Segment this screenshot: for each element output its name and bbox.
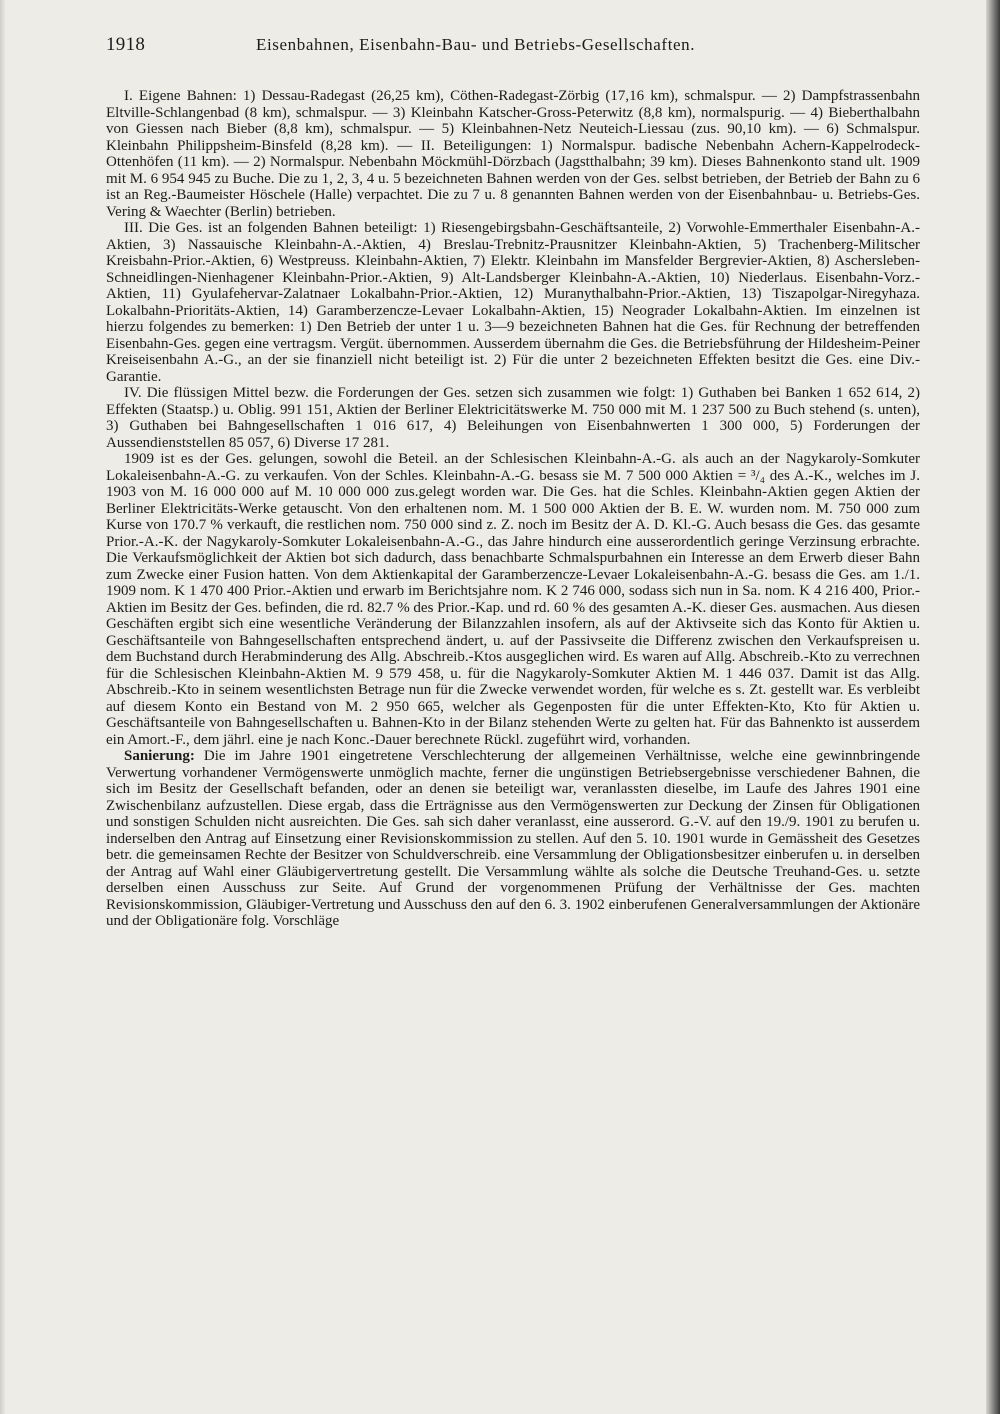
scan-left-edge — [0, 0, 6, 1414]
page-header — [106, 34, 920, 64]
body-text — [106, 88, 920, 930]
paragraph-beteiligungen: III. Die Ges. ist an folgenden Bahnen beteiligt: 1) Riesengebirgsbahn-Geschäftsanteile, 2) Vorwohle-Emmerthaler Eisenbahn-A.-Aktien, 3) Nassauische Kleinbahn-A.-Aktien, 4) Breslau-Trebnitz-Prausnitzer Kleinbahn-Aktien, 5) Trachenberg-Militscher Kreisbahn-Prior.-Aktien, 6) Westpreuss. Kleinbahn-Aktien, 7) Elektr. Kleinbahn im Mansfelder Bergrevier-Aktien, 8) Aschersleben-Schneidlingen-Nienhagener Kleinbahn-Prior.-Aktien, 9) Alt-Landsberger Kleinbahn-A.-Aktien, 10) Niederlaus. Eisenbahn-Vorz.-Aktien, 11) Gyulafehervar-Zalatnaer Lokalbahn-Prior.-Aktien, 12) Muranythalbahn-Prior.-Aktien, 13) Tiszapolgar-Niregyhaza. Lokalbahn-Prioritäts-Aktien, 14) Garamberzencze-Levaer Lokalbahn-Aktien, 15) Neograder Lokalbahn-Aktien. Im einzelnen ist hierzu folgendes zu bemerken: 1) Den Betrieb der unter 1 u. 3—9 bezeichneten Bahnen hat die Ges. für Rechnung der betreffenden Eisenbahn-Ges. gegen eine vertragsm. Vergüt. übernommen. Ausserdem übernahm die Ges. die Betriebsführung der Hildesheim-Peiner Kreiseisenbahn A.-G., an der sie finanziell nicht beteiligt ist. 2) Für die unter 2 bezeichneten Effekten besitzt die Ges. eine Div.-Garantie. — [106, 220, 920, 385]
paragraph-1909: 1909 ist es der Ges. gelungen, sowohl die Beteil. an der Schlesischen Kleinbahn-A.-G. als auch an der Nagykaroly-Somkuter Lokaleisenbahn-A.-G. zu verkaufen. Von der Schles. Kleinbahn-A.-G. besass sie M. 7 500 000 Aktien = ³/₄ des A.-K., welches im J. 1903 von M. 16 000 000 auf M. 10 000 000 zus.gelegt worden war. Die Ges. hat die Schles. Kleinbahn-Aktien gegen Aktien der Berliner Elektricitäts-Werke getauscht. Von den erhaltenen nom. M. 1 500 000 Aktien der B. E. W. wurden nom. M. 750 000 zum Kurse von 170.7 % verkauft, die restlichen nom. 750 000 sind z. Z. noch im Besitz der A. D. Kl.-G. Auch besass die Ges. das gesamte Prior.-A.-K. der Nagykaroly-Somkuter Lokaleisenbahn-A.-G., das Jahre hindurch eine ausserordentlich geringe Verzinsung erbrachte. Die Verkaufsmöglichkeit der Aktien bot sich dadurch, dass benachbarte Schmalspurbahnen ein Interesse an dem Erwerb dieser Bahn zum Zwecke einer Fusion hatten. Von dem Aktienkapital der Garamberzencze-Levaer Lokaleisenbahn-A.-G. besass die Ges. am 1./1. 1909 nom. K 1 470 400 Prior.-Aktien und erwarb im Berichtsjahre nom. K 2 746 000, sodass sich nun in Sa. nom. K 4 216 400, Prior.-Aktien im Besitz der Ges. befinden, die rd. 82.7 % des Prior.-Kap. und rd. 60 % des gesamten A.-K. dieser Ges. ausmachen. Aus diesen Geschäften ergibt sich eine wesentliche Veränderung der Bilanzzahlen insofern, als auf der Aktivseite sich das Konto für Aktien u. Geschäftsanteile von Bahngesellschaften entsprechend ändert, u. auf der Passivseite die Differenz zwischen den Verkaufspreisen u. dem Buchstand durch Herabminderung des Allg. Abschreib.-Ktos ausgeglichen wird. Es waren auf Allg. Abschreib.-Kto zu verrechnen für die Schlesischen Kleinbahn-Aktien M. 9 579 458, u. für die Nagykaroly-Somkuter Aktien M. 1 446 037. Damit ist das Allg. Abschreib.-Kto in seinem wesentlichsten Betrage nun für die Zwecke verwendet worden, für welche es s. Zt. gestellt war. Es verbleibt auf diesem Konto ein Bestand von M. 2 950 665, welcher als Gegenposten für die unter Effekten-Kto, Kto für Aktien u. Geschäftsanteile von Bahngesellschaften u. Bahnen-Kto in der Bilanz stehenden Werte zu gelten hat. Für das Bahnenkto ist ausserdem ein Amort.-F., dem jährl. eine je nach Konc.-Dauer berechnete Rückl. zugeführt wird, vorhanden. — [106, 451, 920, 748]
paragraph-fluessige-mittel: IV. Die flüssigen Mittel bezw. die Forderungen der Ges. setzen sich zusammen wie folgt: 1) Guthaben bei Banken 1 652 614, 2) Effekten (Staatsp.) u. Oblig. 991 151, Aktien der Berliner Elektricitätswerke M. 750 000 mit M. 1 237 500 zu Buch stehend (s. unten), 3) Guthaben bei Bahngesellschaften 1 016 617, 4) Beleihungen von Eisenbahnwerten 1 300 000, 5) Forderungen der Aussendienststellen 85 057, 6) Diverse 17 281. — [106, 385, 920, 451]
paragraph-eigene-bahnen: I. Eigene Bahnen: 1) Dessau-Radegast (26,25 km), Cöthen-Radegast-Zörbig (17,16 km), schmalspur. — 2) Dampfstrassenbahn Eltville-Schlangenbad (8 km), schmalspur. — 3) Kleinbahn Katscher-Gross-Peterwitz (8,8 km), normalspurig. — 4) Bieberthalbahn von Giessen nach Bieber (8,8 km), schmalspur. — 5) Kleinbahnen-Netz Neuteich-Liessau (zus. 90,10 km). — 6) Schmalspur. Kleinbahn Philippsheim-Binsfeld (8,28 km). — II. Beteiligungen: 1) Normalspur. badische Nebenbahn Achern-Kappelrodeck-Ottenhöfen (11 km). — 2) Normalspur. Nebenbahn Möckmühl-Dörzbach (Jagstthalbahn; 39 km). Dieses Bahnenkonto stand ult. 1909 mit M. 6 954 945 zu Buche. Die zu 1, 2, 3, 4 u. 5 bezeichneten Bahnen werden von der Ges. selbst betrieben, der Betrieb der Bahn zu 6 ist an Reg.-Baumeister Höschele (Halle) verpachtet. Die zu 7 u. 8 genannten Bahnen werden von der Eisenbahnbau- u. Betriebs-Ges. Vering & Waechter (Berlin) betrieben. — [106, 88, 920, 220]
running-title: Eisenbahnen, Eisenbahn-Bau- und Betriebs-Gesellschaften. — [256, 35, 696, 54]
page-number: 1918 — [106, 34, 146, 55]
sanierung-text: Die im Jahre 1901 eingetretene Verschlechterung der allgemeinen Verhältnisse, welche eine gewinnbringende Verwertung vorhandener Vermögenswerte unmöglich machte, ferner die ungünstigen Betriebsergebnisse verschiedener Bahnen, die sich im Besitz der Gesellschaft befanden, oder an denen sie beteiligt war, veranlassten dieselbe, im Laufe des Jahres 1901 eine Zwischenbilanz aufzustellen. Diese ergab, dass die Erträgnisse aus den Vermögenswerten zur Deckung der Zinsen für Obligationen und sonstigen Schulden nicht ausreichten. Die Ges. sah sich daher veranlasst, eine ausserord. G.-V. auf den 19./9. 1901 zu berufen u. inderselben den Antrag auf Einsetzung einer Revisionskommission zu stellen. Auf den 5. 10. 1901 wurde in Gemässheit des Gesetzes betr. die gemeinsamen Rechte der Besitzer von Schuldverschreib. eine Versammlung der Obligationsbesitzer einberufen u. in derselben der Antrag auf Wahl einer Gläubigervertretung gestellt. Die Versammlung wählte als solche die Deutsche Treuhand-Ges. u. setzte derselben einen Ausschuss zur Seite. Auf Grund der vorgenommenen Prüfung der Verhältnisse der Ges. machten Revisionskommission, Gläubiger-Vertretung und Ausschuss den auf den 6. 3. 1902 einberufenen Generalversammlungen der Aktionäre und der Obligationäre folg. Vorschläge — [106, 748, 920, 929]
paragraph-sanierung — [106, 748, 920, 930]
scan-right-edge — [986, 0, 1000, 1414]
sanierung-label: Sanierung: — [124, 748, 195, 764]
